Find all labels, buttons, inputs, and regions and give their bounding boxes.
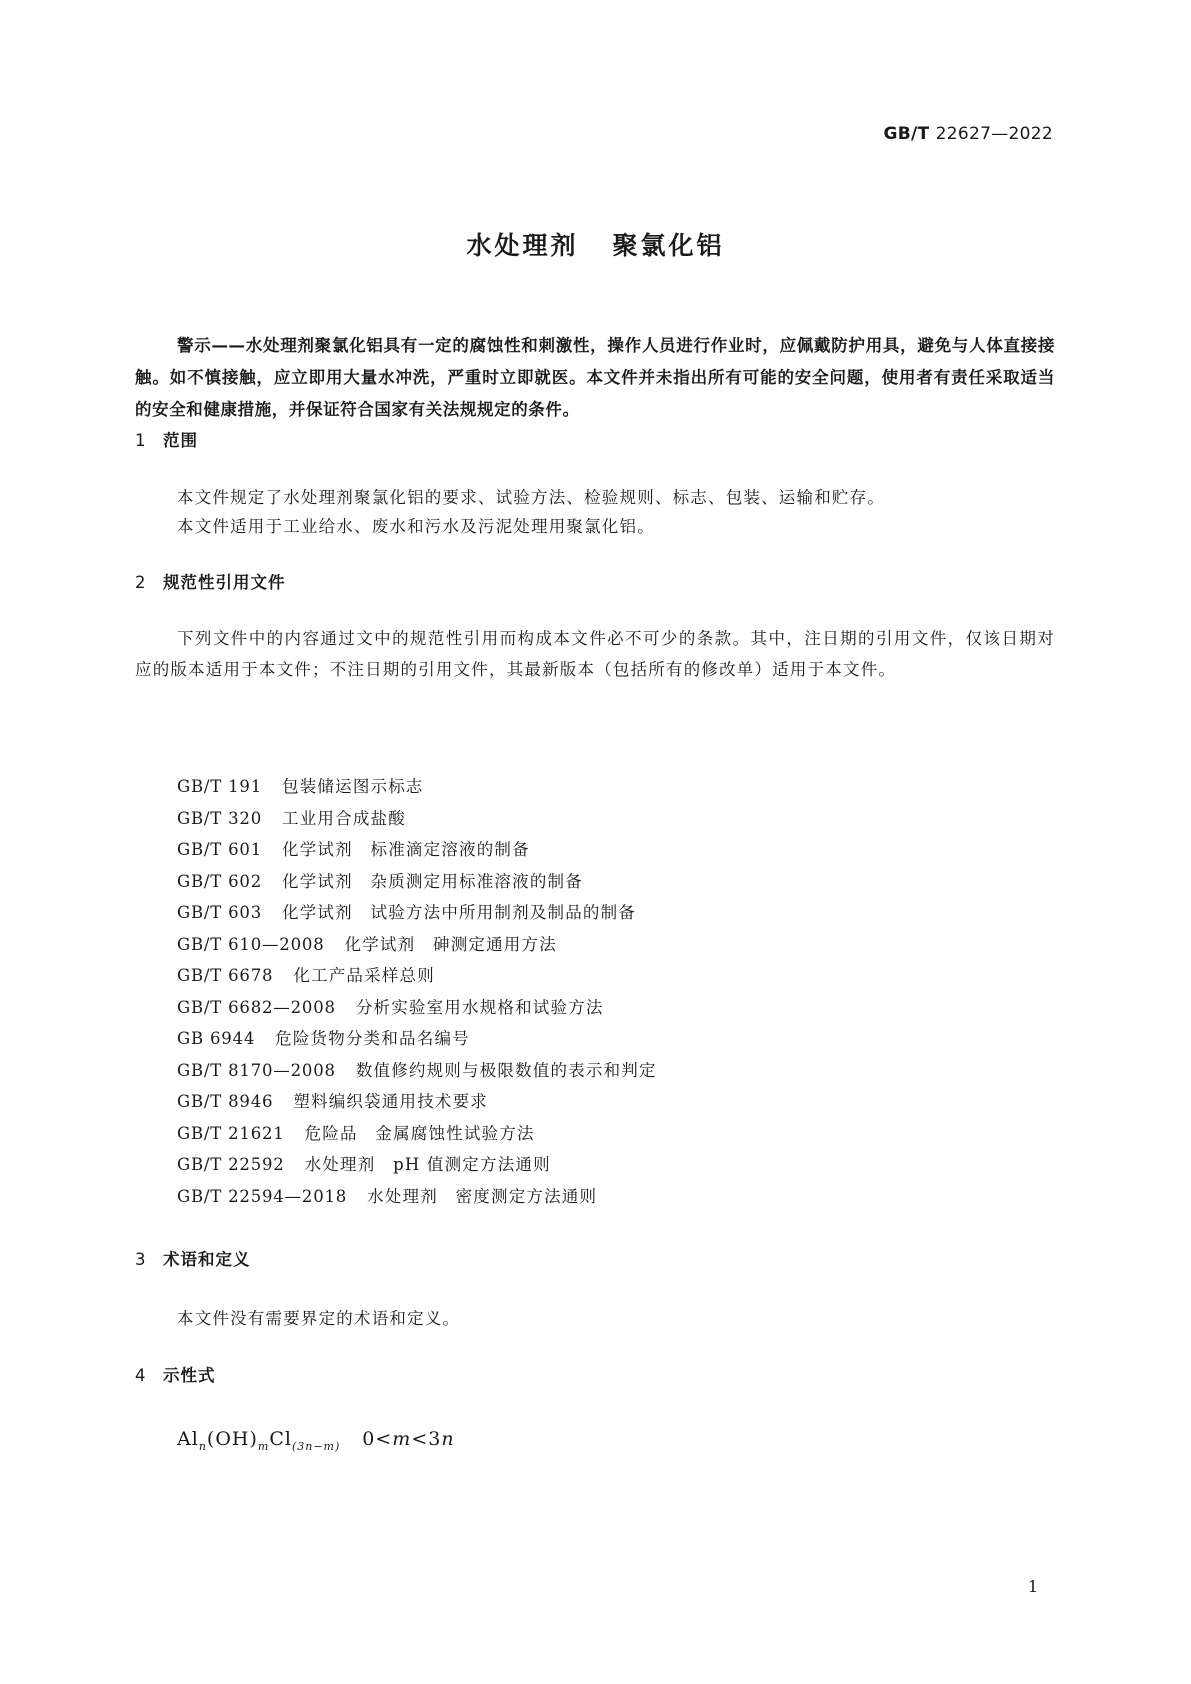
reference-name: 水处理剂 pH 值测定方法通则 [304,1155,551,1174]
reference-code: GB/T 610—2008 [177,934,325,954]
section-title: 规范性引用文件 [163,573,286,592]
reference-name: 水处理剂 密度测定方法通则 [367,1186,598,1206]
section-number: 4 [135,1366,147,1385]
reference-name: 化学试剂 试验方法中所用制剂及制品的制备 [282,903,637,922]
reference-code: GB/T 601 [177,840,263,859]
formula-n-subscript: n [198,1439,207,1453]
standard-prefix: GB/T [883,124,930,144]
reference-item [177,803,657,835]
formula-condition-left: 0< [362,1428,393,1450]
reference-code: GB/T 191 [177,777,263,796]
reference-name: 塑料编织袋通用技术要求 [293,1092,489,1111]
references-intro: 下列文件中的内容通过文中的规范性引用而构成本文件必不可少的条款。其中，注日期的引用文件，仅该日期对应的版本适用于本文件；不注日期的引用文件，其最新版本（包括所有的修改单）适用于本文件。 [135,629,1055,679]
section-title: 示性式 [163,1366,216,1385]
scope-paragraph-1: 本文件规定了水处理剂聚氯化铝的要求、试验方法、检验规则、标志、包装、运输和贮存。 [177,488,885,507]
reference-code: GB/T 602 [177,871,263,891]
reference-item [177,929,657,961]
formula-condition-n: n [441,1428,455,1450]
reference-name: 工业用合成盐酸 [282,808,406,828]
reference-name: 危险品 金属腐蚀性试验方法 [304,1123,535,1143]
reference-code: GB/T 22592 [177,1155,285,1174]
reference-code: GB/T 22594—2018 [177,1186,348,1206]
reference-item [177,1118,657,1150]
reference-item [177,992,657,1024]
reference-name: 化工产品采样总则 [293,966,435,985]
formula-cl: Cl [269,1428,292,1450]
reference-item [177,1023,657,1055]
section-number: 1 [135,431,147,450]
section-2-heading [135,569,286,593]
formula-condition-m: m [392,1428,412,1450]
warning-paragraph: 警示——水处理剂聚氯化铝具有一定的腐蚀性和刺激性，操作人员进行作业时，应佩戴防护用具，避免与人体直接接触。如不慎接触，应立即用大量水冲洗，严重时立即就医。本文件并未指出所有可能的安全问题，使用者有责任采取适当的安全和健康措施，并保证符合国家有关法规规定的条件。 [135,336,1055,419]
reference-code: GB 6944 [177,1029,256,1048]
reference-item [177,1181,657,1213]
reference-code: GB/T 21621 [177,1123,285,1143]
reference-code: GB/T 320 [177,808,263,828]
reference-name: 化学试剂 杂质测定用标准溶液的制备 [282,871,583,891]
reference-code: GB/T 6678 [177,966,274,985]
standard-code: 22627—2022 [935,124,1053,144]
formula-cl-subscript: (3n−m) [291,1439,341,1453]
reference-item [177,1086,657,1118]
reference-item [177,960,657,992]
chemical-formula [177,1428,455,1453]
reference-item [177,897,657,929]
reference-code: GB/T 8170—2008 [177,1060,336,1080]
reference-name: 分析实验室用水规格和试验方法 [355,997,604,1017]
reference-item [177,866,657,898]
terms-paragraph: 本文件没有需要界定的术语和定义。 [177,1309,461,1328]
title-part-2: 聚氯化铝 [612,231,725,260]
section-1-heading [135,427,198,451]
formula-al: Al [177,1428,199,1450]
formula-m-subscript: m [257,1439,270,1453]
document-title [0,226,1191,262]
section-title: 范围 [163,431,198,450]
section-title: 术语和定义 [163,1250,251,1269]
section-4-heading [135,1362,216,1386]
title-part-1: 水处理剂 [466,231,579,260]
reference-name: 危险货物分类和品名编号 [275,1029,470,1048]
reference-item [177,834,657,866]
formula-oh: (OH) [206,1428,258,1450]
reference-name: 包装储运图示标志 [282,777,424,796]
section-3-heading [135,1246,251,1270]
reference-name: 化学试剂 砷测定通用方法 [344,934,557,954]
formula-condition-mid: <3 [411,1428,442,1450]
scope-paragraph-2: 本文件适用于工业给水、废水和污水及污泥处理用聚氯化铝。 [177,517,655,536]
reference-name: 化学试剂 标准滴定溶液的制备 [282,840,530,859]
reference-name: 数值修约规则与极限数值的表示和判定 [355,1060,657,1080]
reference-list [177,771,657,1212]
reference-item [177,1149,657,1181]
reference-code: GB/T 8946 [177,1092,274,1111]
standard-number [884,124,1053,144]
page-number: 1 [1027,1577,1038,1596]
reference-code: GB/T 6682—2008 [177,997,336,1017]
reference-item [177,771,657,803]
section-number: 2 [135,573,147,592]
reference-item [177,1055,657,1087]
reference-code: GB/T 603 [177,903,263,922]
section-number: 3 [135,1250,147,1269]
